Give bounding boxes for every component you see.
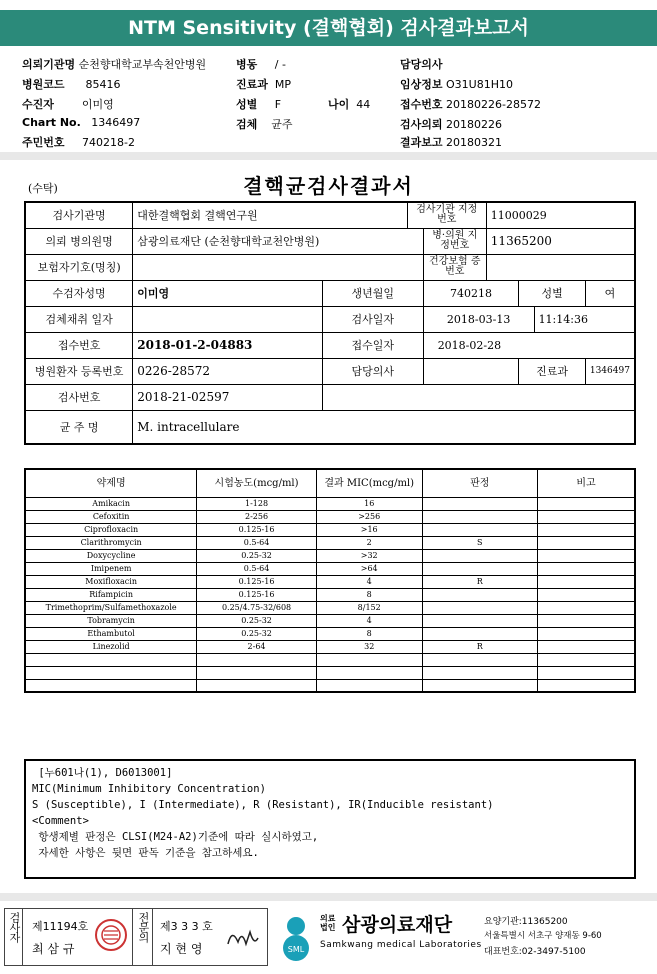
- divider: [152, 908, 153, 966]
- mic-cell: >16: [316, 523, 422, 536]
- org-code: 요양기관:11365200: [484, 917, 568, 927]
- test-no-label: 검사번호: [25, 384, 133, 410]
- seal-icon: [94, 918, 128, 952]
- mic-row: [25, 640, 635, 653]
- mic-cell: [316, 666, 422, 679]
- mic-cell: [422, 588, 537, 601]
- mic-row: [25, 523, 635, 536]
- mic-cell: 0.5-64: [197, 562, 317, 575]
- mic-cell: 1-128: [197, 497, 317, 510]
- mic-cell: 0.25-32: [197, 614, 317, 627]
- mic-cell: 4: [316, 575, 422, 588]
- mic-row: [25, 562, 635, 575]
- mic-cell: S: [422, 536, 537, 549]
- mic-row: [25, 588, 635, 601]
- agency-value: 대한결핵협회 결핵연구원: [133, 202, 408, 228]
- doctor-value: [423, 358, 519, 384]
- mic-row: [25, 666, 635, 679]
- mic-cell: 8: [316, 588, 422, 601]
- mic-header-note: 비고: [537, 469, 635, 497]
- mic-row: [25, 679, 635, 692]
- test-date-label: 검사일자: [322, 306, 423, 332]
- header-chart: Chart No. 1346497: [22, 116, 141, 129]
- mic-cell: 0.25-32: [197, 549, 317, 562]
- mic-cell: [422, 601, 537, 614]
- org-phone: 대표번호:02-3497-5100: [484, 947, 586, 957]
- agency-label: 검사기관명: [25, 202, 133, 228]
- mic-cell: >64: [316, 562, 422, 575]
- hospital-no-label: 병·의원 지정번호: [423, 228, 486, 254]
- insurance-no-label: 건강보험 증번호: [423, 254, 486, 280]
- mic-cell: [25, 653, 197, 666]
- mic-row: [25, 627, 635, 640]
- mic-cell: [422, 497, 537, 510]
- sub-title: (수탁): [28, 182, 58, 195]
- logo-text: SML: [287, 945, 305, 954]
- separator: [0, 152, 657, 160]
- mic-cell: [537, 575, 635, 588]
- divider: [22, 908, 23, 966]
- mic-cell: R: [422, 575, 537, 588]
- patient-label: 수검자성명: [25, 280, 133, 306]
- mic-row: [25, 614, 635, 627]
- mic-cell: Trimethoprim/Sulfamethoxazole: [25, 601, 197, 614]
- header-code: 병원코드 85416: [22, 78, 121, 91]
- mic-cell: [422, 666, 537, 679]
- mic-cell: [422, 562, 537, 575]
- hospital-no-value: 11365200: [486, 228, 635, 254]
- mic-row: [25, 575, 635, 588]
- reg-value: 0226-28572: [133, 358, 323, 384]
- mic-row: [25, 510, 635, 523]
- document-title: 결핵균검사결과서: [243, 174, 414, 198]
- mic-cell: Cefoxitin: [25, 510, 197, 523]
- dept-value: 1346497: [585, 358, 635, 384]
- mic-header-interp: 판정: [422, 469, 537, 497]
- tester-name: 최 삼 규: [32, 942, 75, 956]
- mic-cell: [422, 523, 537, 536]
- mic-cell: 0.125-16: [197, 575, 317, 588]
- collect-value: [133, 306, 323, 332]
- mic-cell: R: [422, 640, 537, 653]
- mic-cell: [537, 497, 635, 510]
- insurer-value: [133, 254, 423, 280]
- info-table: [24, 201, 636, 445]
- mic-header-drug: 약제명: [25, 469, 197, 497]
- mic-cell: 32: [316, 640, 422, 653]
- mic-cell: >32: [316, 549, 422, 562]
- mic-cell: [197, 666, 317, 679]
- org-type: 의료 법인: [320, 914, 336, 932]
- dept-label: 진료과: [519, 358, 585, 384]
- birth-label: 생년월일: [322, 280, 423, 306]
- mic-cell: [537, 614, 635, 627]
- mic-cell: 2-256: [197, 510, 317, 523]
- org-english: Samkwang medical Laboratories: [320, 940, 482, 950]
- mic-row: [25, 653, 635, 666]
- mic-cell: 4: [316, 614, 422, 627]
- mic-cell: Imipenem: [25, 562, 197, 575]
- mic-cell: [537, 666, 635, 679]
- note-line: [누601나(1), D6013001]: [32, 767, 173, 779]
- test-date-value: 2018-03-13: [423, 306, 534, 332]
- header-clinical: 임상정보 O31U81H10: [400, 78, 513, 91]
- note-line: S (Susceptible), I (Intermediate), R (Resistant), IR(Inducible resistant): [32, 799, 494, 811]
- mic-cell: [537, 510, 635, 523]
- mic-cell: 8/152: [316, 601, 422, 614]
- signature-icon: [224, 924, 260, 950]
- doctor-no: 제3 3 3 호: [160, 920, 213, 933]
- receipt-date-value: 2018-02-28: [423, 332, 635, 358]
- patient-value: 이미영: [133, 280, 323, 306]
- mic-cell: Moxifloxacin: [25, 575, 197, 588]
- mic-cell: [422, 679, 537, 692]
- mic-cell: [197, 653, 317, 666]
- mic-cell: 8: [316, 627, 422, 640]
- header-dept: 진료과 MP: [236, 78, 292, 91]
- doctor-name: 지 현 영: [160, 942, 203, 956]
- mic-cell: [537, 679, 635, 692]
- mic-cell: 16: [316, 497, 422, 510]
- mic-table: [24, 468, 636, 693]
- insurance-no-value: [486, 254, 635, 280]
- test-time-value: 11:14:36: [534, 306, 635, 332]
- header-specimen: 검체 균주: [236, 118, 293, 131]
- test-no-value: 2018-21-02597: [133, 384, 323, 410]
- mic-header-conc: 시험농도(mcg/ml): [197, 469, 317, 497]
- header-hospital: 의뢰기관명 순천향대학교부속천안병원: [22, 58, 207, 71]
- mic-row: [25, 497, 635, 510]
- collect-label: 검체채취 일자: [25, 306, 133, 332]
- header-patient: 수진자 이미영: [22, 98, 114, 111]
- mic-cell: [422, 510, 537, 523]
- mic-cell: Rifampicin: [25, 588, 197, 601]
- mic-cell: 0.25-32: [197, 627, 317, 640]
- birth-value: 740218: [423, 280, 519, 306]
- note-line: MIC(Minimum Inhibitory Concentration): [32, 783, 266, 795]
- mic-cell: [422, 549, 537, 562]
- hospital-label: 의뢰 병의원명: [25, 228, 133, 254]
- mic-cell: Tobramycin: [25, 614, 197, 627]
- header-resident: 주민번호 740218-2: [22, 136, 135, 149]
- mic-cell: [537, 562, 635, 575]
- header-ward: 병동 / -: [236, 58, 286, 71]
- mic-cell: 2: [316, 536, 422, 549]
- insurer-label: 보험자기호(명칭): [25, 254, 133, 280]
- mic-cell: Ethambutol: [25, 627, 197, 640]
- mic-cell: 0.25/4.75-32/608: [197, 601, 317, 614]
- mic-cell: [537, 601, 635, 614]
- receipt-label: 접수번호: [25, 332, 133, 358]
- separator: [0, 893, 657, 901]
- note-line: 자세한 사항은 뒷면 판독 기준을 참고하세요.: [32, 847, 259, 859]
- mic-header-result: 결과 MIC(mcg/ml): [316, 469, 422, 497]
- mic-cell: [316, 679, 422, 692]
- mic-cell: [537, 653, 635, 666]
- mic-cell: Doxycycline: [25, 549, 197, 562]
- header-report: 결과보고 20180321: [400, 136, 503, 149]
- header-doctor: 담당의사: [400, 58, 443, 71]
- receipt-date-label: 접수일자: [322, 332, 423, 358]
- agency-no-value: 11000029: [486, 202, 635, 228]
- mic-row: [25, 601, 635, 614]
- mic-cell: 0.125-16: [197, 588, 317, 601]
- header-sex: 성별 F: [236, 98, 282, 111]
- mic-cell: [537, 549, 635, 562]
- mic-cell: [537, 627, 635, 640]
- header-age: 나이 44: [328, 98, 371, 111]
- mic-cell: Clarithromycin: [25, 536, 197, 549]
- header-receipt: 접수번호 20180226-28572: [400, 98, 541, 111]
- mic-cell: Amikacin: [25, 497, 197, 510]
- blank-cell: [322, 384, 635, 410]
- mic-cell: Linezolid: [25, 640, 197, 653]
- strain-value: M. intracellulare: [133, 410, 635, 444]
- mic-cell: 2-64: [197, 640, 317, 653]
- mic-cell: Ciprofloxacin: [25, 523, 197, 536]
- sml-logo-icon: [274, 910, 318, 962]
- mic-cell: [537, 640, 635, 653]
- tester-no: 제11194호: [32, 920, 89, 933]
- mic-cell: [316, 653, 422, 666]
- mic-cell: [422, 653, 537, 666]
- notes-box: [24, 759, 636, 879]
- mic-cell: [422, 627, 537, 640]
- mic-cell: [25, 679, 197, 692]
- mic-cell: >256: [316, 510, 422, 523]
- mic-cell: [422, 614, 537, 627]
- header-request: 검사의뢰 20180226: [400, 118, 503, 131]
- sex-value: 여: [585, 280, 635, 306]
- agency-no-label: 검사기관 지정번호: [407, 202, 486, 228]
- doctor-label: 전문의: [137, 912, 150, 942]
- mic-cell: [537, 588, 635, 601]
- mic-row: [25, 536, 635, 549]
- strain-label: 균 주 명: [25, 410, 133, 444]
- hospital-value: 삼광의료재단 (순천향대학교천안병원): [133, 228, 423, 254]
- mic-row: [25, 549, 635, 562]
- org-address: 서울특별시 서초구 양재동 9-60: [484, 931, 602, 941]
- report-banner: NTM Sensitivity (결핵협회) 검사결과보고서: [0, 10, 657, 46]
- mic-cell: 0.125-16: [197, 523, 317, 536]
- note-line: <Comment>: [32, 815, 89, 827]
- mic-cell: [537, 536, 635, 549]
- receipt-value: 2018-01-2-04883: [133, 332, 323, 358]
- divider: [132, 908, 133, 966]
- mic-cell: [25, 666, 197, 679]
- note-line: 항생제별 판정은 CLSI(M24-A2)기준에 따라 실시하였고,: [32, 831, 319, 843]
- mic-cell: [197, 679, 317, 692]
- mic-cell: [537, 523, 635, 536]
- org-name: 삼광의료재단: [342, 914, 453, 936]
- doctor-label: 담당의사: [322, 358, 423, 384]
- mic-cell: 0.5-64: [197, 536, 317, 549]
- reg-label: 병원환자 등록번호: [25, 358, 133, 384]
- tester-label: 검사자: [8, 912, 21, 942]
- sex-label: 성별: [519, 280, 585, 306]
